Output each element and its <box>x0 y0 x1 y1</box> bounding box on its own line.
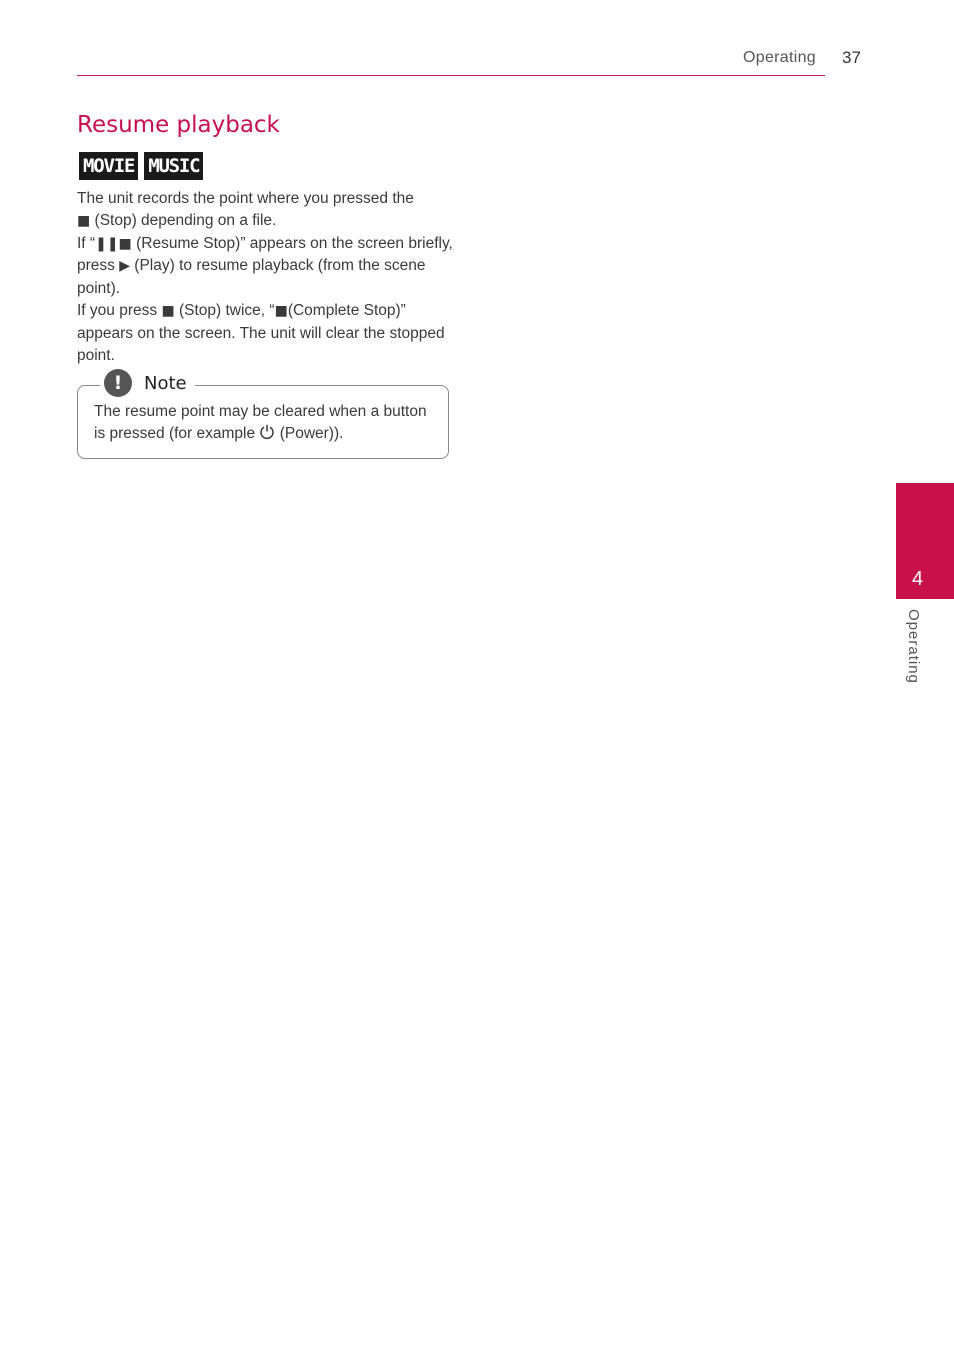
text-run: (Resume Stop)” appears on the screen briefly, press <box>77 234 453 275</box>
stop-icon: ■ <box>77 212 91 229</box>
text-run: The unit records the point where you pressed the <box>77 190 414 207</box>
note-text <box>94 401 434 445</box>
text-run: If “ <box>77 234 96 252</box>
complete-stop-icon: ■ <box>274 302 288 319</box>
media-badges <box>79 152 203 180</box>
paragraph-2 <box>77 233 457 300</box>
paragraph-1 <box>77 188 457 233</box>
note-header <box>100 368 195 398</box>
resume-stop-icon: ❚❚■ <box>95 235 132 252</box>
music-badge: MUSIC <box>144 152 203 180</box>
page-number: 37 <box>842 48 861 67</box>
chapter-number: 4 <box>912 568 924 590</box>
section-title: Resume playback <box>77 112 280 138</box>
note-title: Note <box>144 372 187 394</box>
text-run: (Stop) twice, “ <box>174 301 275 319</box>
text-run: (Power)). <box>275 425 344 442</box>
stop-icon: ■ <box>161 302 175 319</box>
text-run: If you press <box>77 301 162 319</box>
header-rule <box>77 75 825 76</box>
play-icon: ▶ <box>119 258 130 275</box>
power-icon <box>259 424 275 440</box>
text-run: The resume point may be cleared when a button is pressed (for example <box>94 403 427 442</box>
chapter-side-tab <box>896 483 954 599</box>
movie-badge: MOVIE <box>79 152 138 180</box>
exclamation-icon: ! <box>104 369 132 397</box>
header-section-label: Operating <box>743 49 816 66</box>
text-run: (Stop) depending on a file. <box>90 211 277 229</box>
body-text <box>77 188 457 366</box>
text-run: (Play) to resume playback (from the scene point). <box>77 257 426 298</box>
text-run: (Complete Stop)” appears on the screen. The unit will clear the stopped point. <box>77 301 445 364</box>
paragraph-3 <box>77 300 457 366</box>
chapter-label: Operating <box>905 609 922 684</box>
